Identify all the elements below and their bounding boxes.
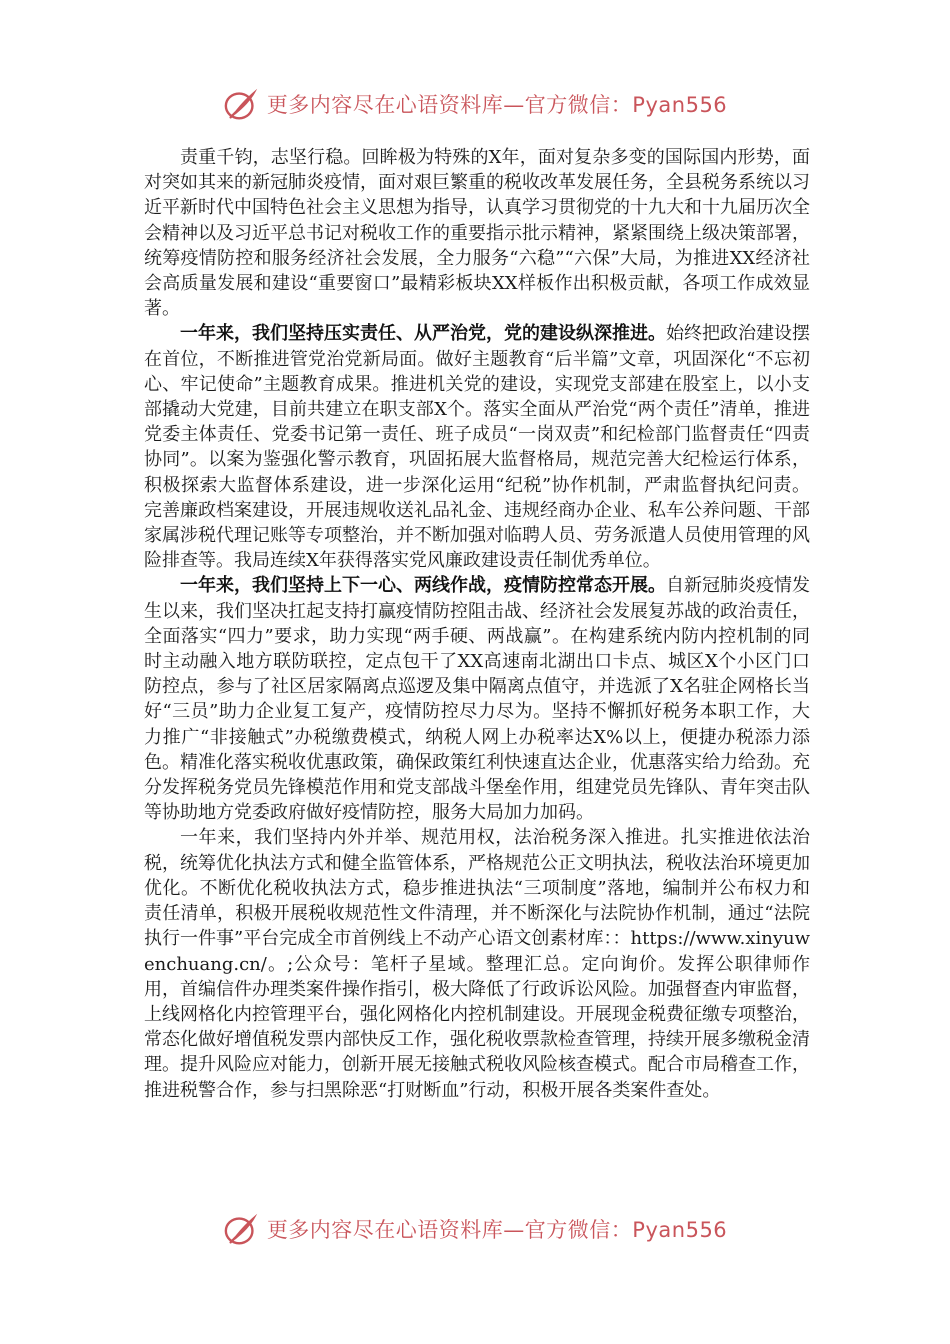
paragraph-text: 责重千钧，志坚行稳。回眸极为特殊的X年，面对复杂多变的国际国内形势，面对突如其来的新冠肺炎疫情，面对艰巨繁重的税收改革发展任务，全县税务系统以习近平新时代中国特色社会主义思想为指导，认真学习贯彻党的十九大和十九届历次全会精神以及习近平总书记对税收工作的重要指示批示精神，紧紧围绕上级决策部署，统筹疫情防控和服务经济社会发展，全力服务“六稳”“六保”大局，为推进XX经济社会高质量发展和建设“重要窗口”最精彩板块XX样板作出积极贡献，各项工作成效显著。 <box>144 147 810 320</box>
paragraph-intro <box>144 145 810 321</box>
document-body <box>144 145 810 1103</box>
paragraph-party-building <box>144 321 810 573</box>
watermark-text: 更多内容尽在心语资料库—官方微信：Pyan556 <box>266 1218 728 1242</box>
footer-watermark <box>0 1207 950 1251</box>
quill-pen-logo-icon <box>223 1210 261 1248</box>
paragraph-text: 始终把政治建设摆在首位，不断推进管党治党新局面。做好主题教育“后半篇”文章，巩固深化“不忘初心、牢记使命”主题教育成果。推进机关党的建设，实现党支部建在股室上，以小支部撬动大党建，目前共建立在职支部X个。落实全面从严治党“两个责任”清单，推进党委主体责任、党委书记第一责任、班子成员“一岗双责”和纪检部门监督责任“四责协同”。以案为鉴强化警示教育，巩固拓展大监督格局，规范完善大纪检运行体系，积极探索大监督体系建设，进一步深化运用“纪税”协作机制，严肃监督执纪问责。完善廉政档案建设，开展违规收送礼品礼金、违规经商办企业、私车公养问题、干部家属涉税代理记账等专项整治，并不断加强对临聘人员、劳务派遣人员使用管理的风险排查等。我局连续X年获得落实党风廉政建设责任制优秀单位。 <box>144 323 810 572</box>
paragraph-rule-of-law <box>144 825 810 1102</box>
paragraph-text: 一年来，我们坚持内外并举、规范用权，法治税务深入推进。扎实推进依法治税，统筹优化执法方式和健全监管体系，严格规范公正文明执法，税收法治环境更加优化。不断优化税收执法方式，稳步推进执法“三项制度”落地，编制并公布权力和责任清单，积极开展税收规范性文件清理，并不断深化与法院协作机制，通过“法院执行一件事”平台完成全市首例线上不动产心语文创素材库：：https://www.xinyuwenchuang.cn/。;公众号：笔杆子星域。整理汇总。定向询价。发挥公职律师作用，首编信件办理类案件操作指引，极大降低了行政诉讼风险。加强督查内审监督，上线网格化内控管理平台，强化网格化内控机制建设。开展现金税费征缴专项整治，常态化做好增值税发票内部快反工作，强化税收票款检查管理，持续开展多缴税金清理。提升风险应对能力，创新开展无接触式税收风险核查模式。配合市局稽查工作，推进税警合作，参与扫黑除恶“打财断血”行动，积极开展各类案件查处。 <box>144 827 810 1101</box>
header-watermark <box>0 82 950 126</box>
quill-pen-logo-icon <box>223 85 261 123</box>
paragraph-lead: 一年来，我们坚持压实责任、从严治党，党的建设纵深推进。 <box>180 323 666 345</box>
paragraph-lead: 一年来，我们坚持上下一心、两线作战，疫情防控常态开展。 <box>180 575 666 597</box>
paragraph-epidemic-control <box>144 573 810 825</box>
paragraph-text: 自新冠肺炎疫情发生以来，我们坚决扛起支持打赢疫情防控阻击战、经济社会发展复苏战的政治责任，全面落实“四力”要求，助力实现“两手硬、两战赢”。在构建系统内防内控机制的同时主动融入地方联防联控，定点包干了XX高速南北湖出口卡点、城区X个小区门口防控点，参与了社区居家隔离点巡逻及集中隔离点值守，并选派了X名驻企网格长当好“三员”助力企业复工复产，疫情防控尽力尽为。坚持不懈抓好税务本职工作，大力推广“非接触式”办税缴费模式，纳税人网上办税率达X%以上，便捷办税添力添色。精准化落实税收优惠政策，确保政策红利快速直达企业，优惠落实给力给劲。充分发挥税务党员先锋模范作用和党支部战斗堡垒作用，组建党员先锋队、青年突击队等协助地方党委政府做好疫情防控，服务大局加力加码。 <box>144 575 810 824</box>
watermark-text: 更多内容尽在心语资料库—官方微信：Pyan556 <box>266 93 728 117</box>
